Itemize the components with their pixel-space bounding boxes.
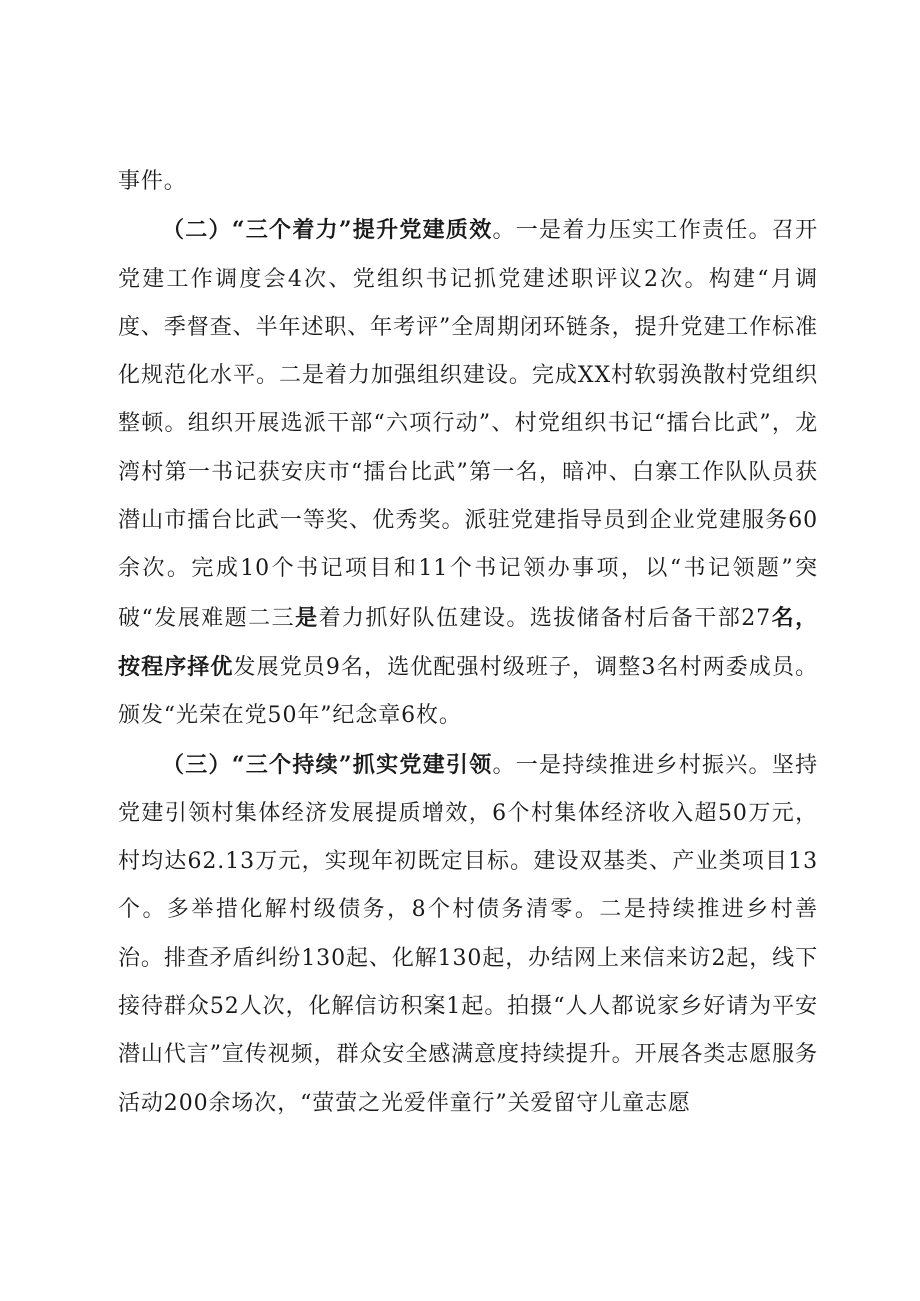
paragraph-text: 发展党员9名，选优配强村级班子，调整3名村两委成员。颁发“光荣在党50年”纪念章6枚。 bbox=[118, 654, 818, 729]
paragraph-section-2 bbox=[118, 206, 818, 740]
document-body bbox=[118, 158, 818, 1128]
section-heading-2: （二）“三个着力”提升党建质效 bbox=[162, 217, 493, 244]
paragraph-text: 。一是持续推进乡村振兴。坚持党建引领村集体经济发展提质增效，6个村集体经济收入超50万元，村均达62.13万元，实现年初既定目标。建设双基类、产业类项目13个。多举措化解村级债务，8个村债务清零。二是持续推进乡村善治。排查矛盾纠纷130起、化解130起，办结网上来信来访2起，线下接待群众52人次，化解信访积案1起。拍摄“人人都说家乡好请为平安潜山代言”宣传视频，群众安全感满意度持续提升。开展各类志愿服务活动200余场次，“萤萤之光爱伴童行”关爱留守儿童志愿 bbox=[118, 752, 818, 1116]
paragraph-section-3 bbox=[118, 741, 818, 1128]
paragraph-continuation bbox=[118, 158, 818, 206]
paragraph-text: 。一是着力压实工作责任。召开党建工作调度会4次、党组织书记抓党建述职评议2次。构建“月调度、季督查、半年述职、年考评”全周期闭环链条，提升党建工作标准化规范化水平。二是着力加强组织建设。完成XX村软弱涣散村党组织整顿。组织开展选派干部“六项行动”、村党组织书记“擂台比武”，龙湾村第一书记获安庆市“擂台比武”第一名，暗冲、白寨工作队队员获潜山市擂台比武一等奖、优秀奖。派驻党建指导员到企业党建服务60余次。完成10个书记项目和11个书记领办事项，以“书记领题”突破“发展难题二三 bbox=[118, 218, 818, 631]
section-heading-3: （三）“三个持续”抓实党建引领 bbox=[162, 751, 493, 778]
paragraph-text: 着力抓好队伍建设。选拔储备村后备干部27 bbox=[318, 605, 772, 631]
bold-text: 名，按程序择优 bbox=[118, 604, 818, 680]
paragraph-text: 事件。 bbox=[118, 169, 187, 194]
bold-text: 是 bbox=[295, 604, 319, 631]
